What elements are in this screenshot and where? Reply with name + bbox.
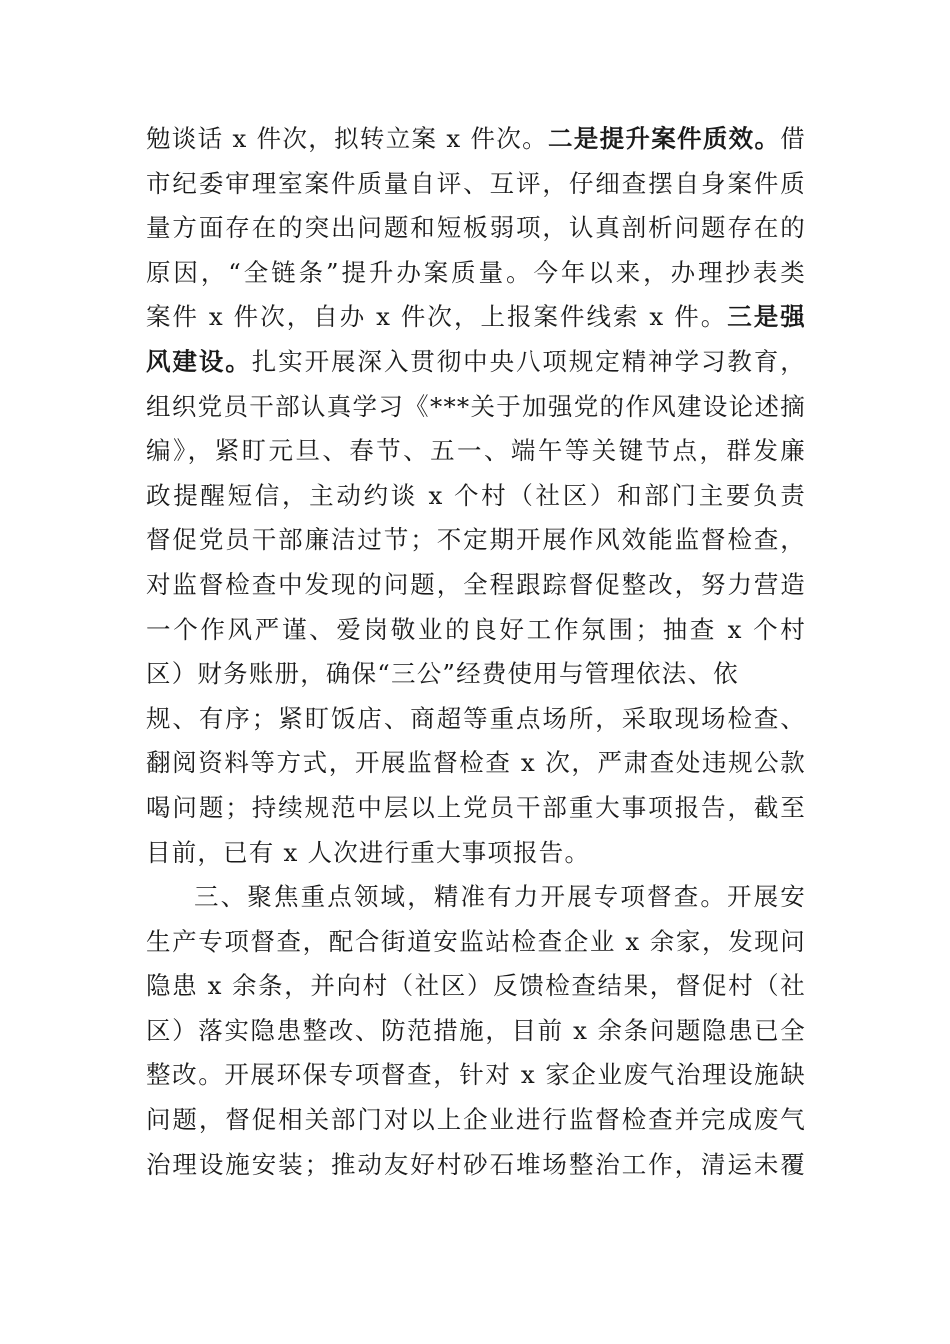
body-text: 政提醒短信，主动约谈 x 个村（社区）和部门主要负责 — [146, 480, 806, 510]
text-line — [146, 162, 806, 207]
text-line — [146, 385, 806, 430]
text-line — [146, 920, 806, 965]
body-text: 对监督检查中发现的问题，全程跟踪督促整改，努力营造 — [146, 569, 806, 599]
body-text: 区）落实隐患整改、防范措施，目前 x 余条问题隐患已全 — [146, 1015, 806, 1045]
text-line — [146, 1143, 806, 1188]
text-line — [146, 1009, 806, 1054]
text-line — [146, 786, 806, 831]
body-text: 市纪委审理室案件质量自评、互评，仔细查摆自身案件质 — [146, 168, 806, 198]
text-line — [146, 117, 806, 162]
body-text: 编》，紧盯元旦、春节、五一、端午等关键节点，群发廉 — [146, 436, 806, 466]
bold-heading-text: 二是提升案件质效。 — [547, 124, 781, 153]
text-line — [146, 563, 806, 608]
body-text: 隐患 x 余条，并向村（社区）反馈检查结果，督促村（社 — [146, 971, 806, 1001]
body-text: 规、有序；紧盯饭店、商超等重点场所，采取现场检查、 — [146, 703, 806, 733]
text-line — [146, 741, 806, 786]
body-text: 目前，已有 x 人次进行重大事项报告。 — [146, 837, 591, 867]
body-text: 区）财务账册，确保“三公”经费使用与管理依法、依 — [146, 659, 739, 689]
body-text: 扎实开展深入贯彻中央八项规定精神学习教育， — [251, 346, 806, 376]
body-text: 督促党员干部廉洁过节；不定期开展作风效能监督检查， — [146, 525, 806, 555]
body-text: 借 — [780, 124, 806, 153]
text-line — [146, 652, 806, 697]
body-text: 案件 x 件次，自办 x 件次，上报案件线索 x 件。 — [146, 302, 728, 332]
text-line — [146, 251, 806, 296]
text-line — [146, 608, 806, 653]
body-text: 翻阅资料等方式，开展监督检查 x 次，严肃查处违规公款 — [146, 748, 806, 778]
text-line — [146, 518, 806, 563]
text-line — [146, 295, 806, 340]
body-text: 问题，督促相关部门对以上企业进行监督检查并完成废气 — [146, 1105, 806, 1135]
document-body — [146, 117, 806, 1187]
text-line — [146, 474, 806, 519]
text-line — [146, 429, 806, 474]
body-text: 组织党员干部认真学习《***关于加强党的作风建设论述摘 — [146, 391, 806, 421]
body-text: 喝问题；持续规范中层以上党员干部重大事项报告，截至 — [146, 792, 806, 822]
text-line — [146, 964, 806, 1009]
body-text: 量方面存在的突出问题和短板弱项，认真剖析问题存在的 — [146, 213, 806, 243]
body-text: 整改。开展环保专项督查，针对 x 家企业废气治理设施缺 — [146, 1060, 806, 1090]
text-line — [146, 206, 806, 251]
text-line — [146, 1098, 806, 1143]
text-line — [146, 340, 806, 385]
text-line — [146, 1053, 806, 1098]
body-text: 生产专项督查，配合街道安监站检查企业 x 余家，发现问 — [146, 926, 806, 956]
body-text: 一个作风严谨、爱岗敬业的良好工作氛围；抽查 x 个村 — [146, 614, 806, 644]
body-text: 三、聚焦重点领域，精准有力开展专项督查。开展安 — [194, 882, 806, 912]
body-text: 勉谈话 x 件次，拟转立案 x 件次。 — [146, 124, 548, 153]
text-line — [146, 875, 806, 920]
body-text: 原因，“全链条”提升办案质量。今年以来，办理抄表类 — [146, 257, 806, 287]
body-text: 治理设施安装；推动友好村砂石堆场整治工作，清运未覆 — [146, 1149, 806, 1179]
bold-heading-text: 风建设。 — [146, 346, 252, 376]
text-line — [146, 831, 806, 876]
text-line — [146, 697, 806, 742]
bold-heading-text: 三是强 — [727, 302, 806, 332]
